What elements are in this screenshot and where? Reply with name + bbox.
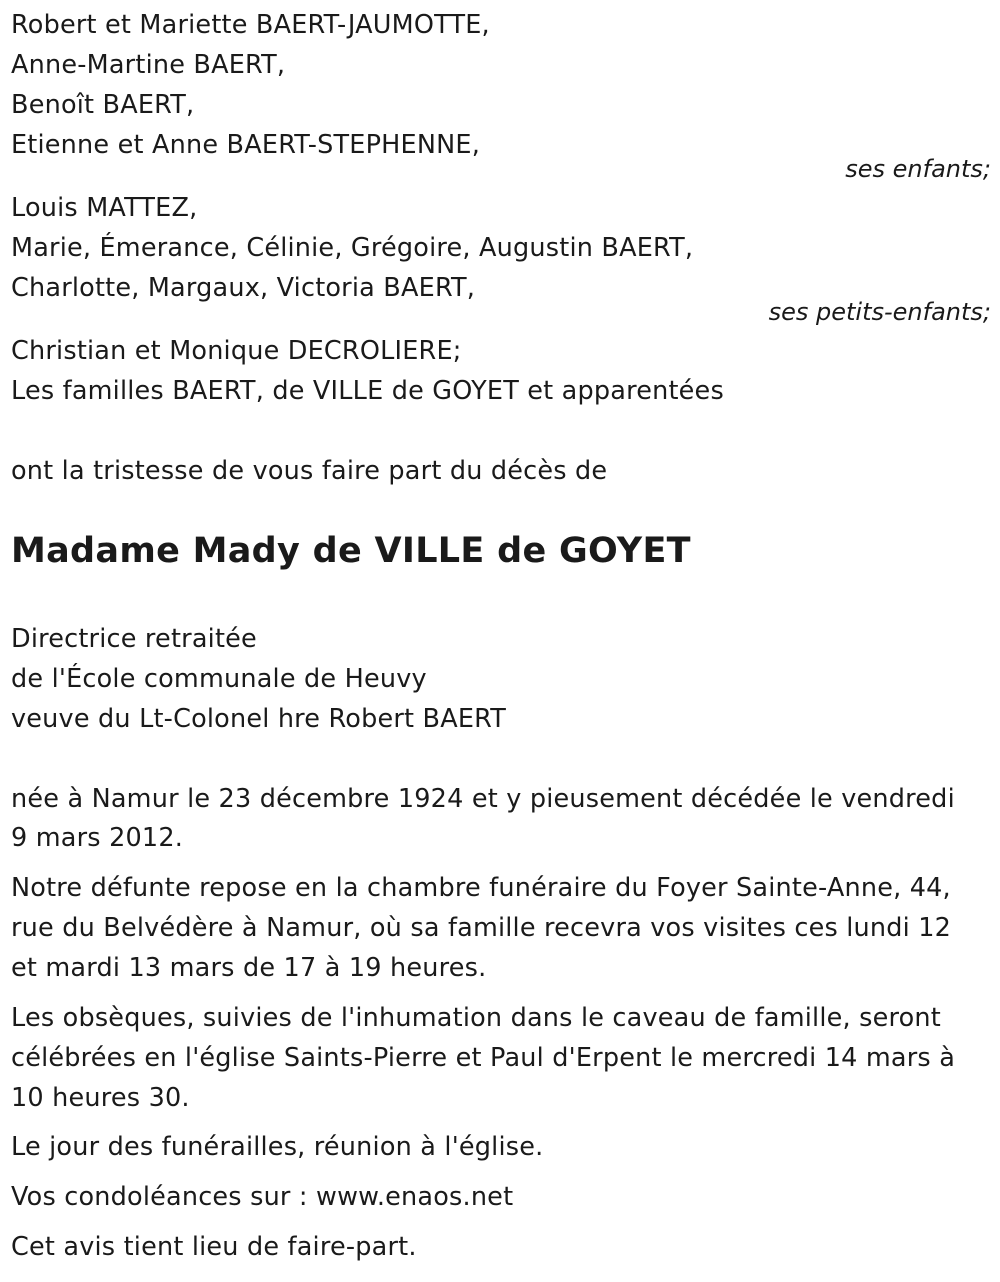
grandchildren-label: ses petits-enfants;	[768, 298, 991, 326]
paragraph-line: 10 heures 30.	[11, 1083, 190, 1113]
children-line: Benoît BAERT,	[11, 90, 195, 120]
grandchildren-line: Louis MATTEZ,	[11, 193, 198, 223]
announcement: ont la tristesse de vous faire part du décès de	[11, 456, 608, 486]
paragraph-line: Notre défunte repose en la chambre funéraire du Foyer Sainte-Anne, 44,	[11, 873, 951, 903]
grandchildren-line: Marie, Émerance, Célinie, Grégoire, Augustin BAERT,	[11, 233, 694, 263]
paragraph-line: rue du Belvédère à Namur, où sa famille recevra vos visites ces lundi 12	[11, 913, 952, 943]
children-line: Anne-Martine BAERT,	[11, 50, 286, 80]
children-label: ses enfants;	[845, 155, 991, 183]
paragraph-line: 9 mars 2012.	[11, 823, 184, 853]
title-line: Directrice retraitée	[11, 624, 257, 654]
others-line: Les familles BAERT, de VILLE de GOYET et apparentées	[11, 376, 724, 406]
condolences-line: Vos condoléances sur : www.enaos.net	[11, 1182, 514, 1212]
paragraph-line: et mardi 13 mars de 17 à 19 heures.	[11, 953, 487, 983]
gathering-line: Le jour des funérailles, réunion à l'église.	[11, 1132, 544, 1162]
deceased-name: Madame Mady de VILLE de GOYET	[11, 531, 691, 571]
grandchildren-line: Charlotte, Margaux, Victoria BAERT,	[11, 273, 476, 303]
paragraph-line: Les obsèques, suivies de l'inhumation dans le caveau de famille, seront	[11, 1003, 941, 1033]
children-line: Etienne et Anne BAERT-STEPHENNE,	[11, 130, 481, 160]
notice-line: Cet avis tient lieu de faire-part.	[11, 1232, 417, 1262]
children-line: Robert et Mariette BAERT-JAUMOTTE,	[11, 10, 490, 40]
paragraph-line: née à Namur le 23 décembre 1924 et y pieusement décédée le vendredi	[11, 784, 955, 814]
title-line: de l'École communale de Heuvy	[11, 664, 427, 694]
title-line: veuve du Lt-Colonel hre Robert BAERT	[11, 704, 507, 734]
others-line: Christian et Monique DECROLIERE;	[11, 336, 462, 366]
paragraph-line: célébrées en l'église Saints-Pierre et Paul d'Erpent le mercredi 14 mars à	[11, 1043, 956, 1073]
